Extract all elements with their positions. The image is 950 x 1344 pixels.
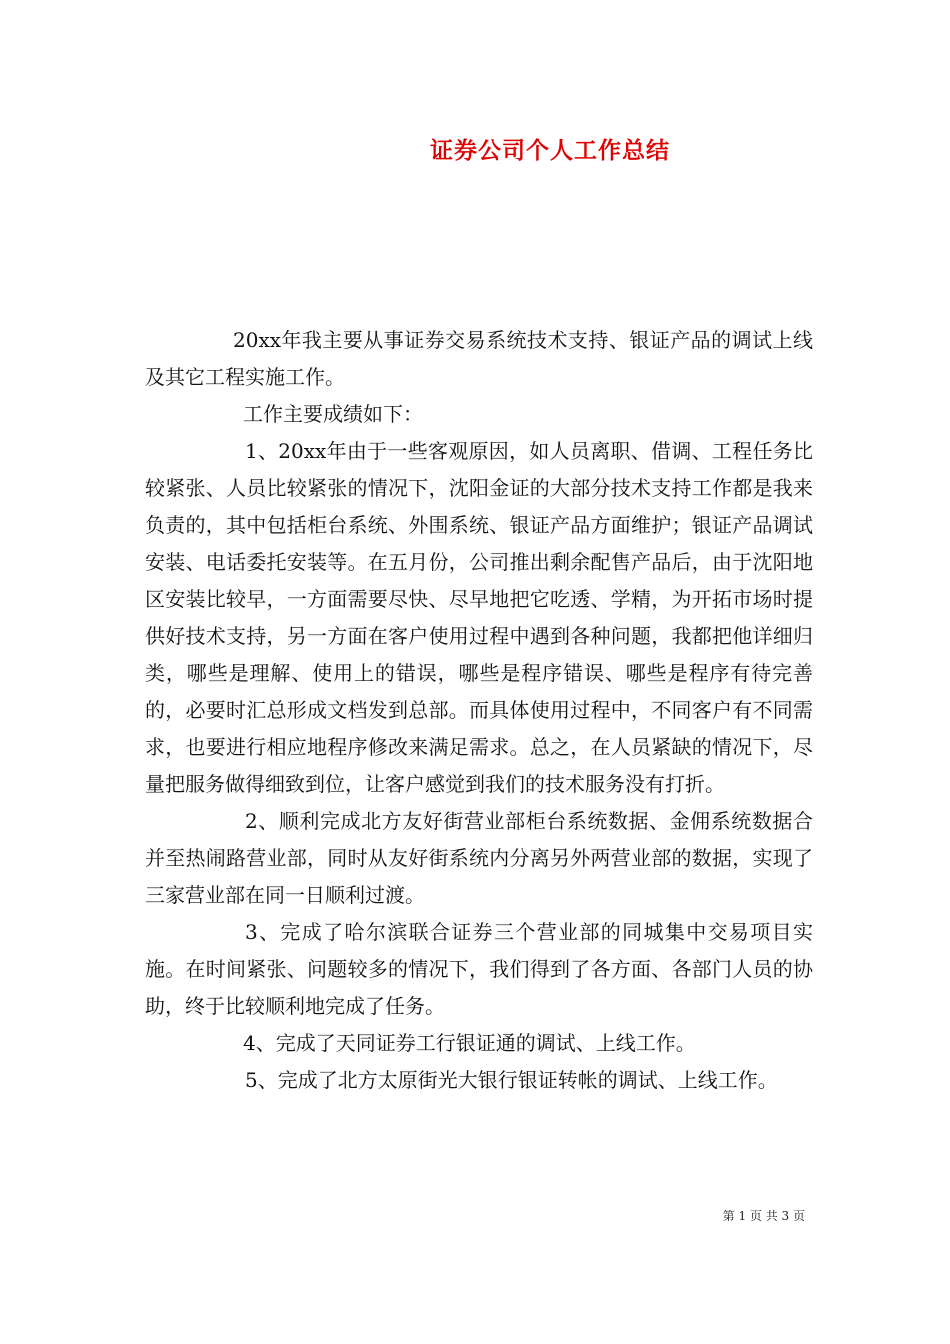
document-title: 证券公司个人工作总结: [430, 137, 670, 164]
paragraph-item-4: 4、完成了天同证券工行银证通的调试、上线工作。: [243, 1031, 696, 1055]
paragraph-item-2: 2、顺利完成北方友好街营业部柜台系统数据、金佣系统数据合并至热闹路营业部，同时从友好街系统内分离另外两营业部的数据，实现了三家营业部在同一日顺利过渡。: [145, 809, 813, 907]
paragraph-achievements-heading: 工作主要成绩如下：: [243, 402, 423, 426]
paragraph-item-5: 5、完成了北方太原街光大银行银证转帐的调试、上线工作。: [245, 1068, 778, 1092]
paragraph-item-3: 3、完成了哈尔滨联合证券三个营业部的同城集中交易项目实施。在时间紧张、问题较多的情况下，我们得到了各方面、各部门人员的协助，终于比较顺利地完成了任务。: [145, 920, 813, 1018]
document-body: [145, 322, 813, 1099]
paragraph-item-1: 1、20xx年由于一些客观原因，如人员离职、借调、工程任务比较紧张、人员比较紧张的情况下，沈阳金证的大部分技术支持工作都是我来负责的，其中包括柜台系统、外围系统、银证产品方面维护；银证产品调试安装、电话委托安装等。在五月份，公司推出剩余配售产品后，由于沈阳地区安装比较早，一方面需要尽快、尽早地把它吃透、学精，为开拓市场时提供好技术支持，另一方面在客户使用过程中遇到各种问题，我都把他详细归类，哪些是理解、使用上的错误，哪些是程序错误、哪些是程序有待完善的，必要时汇总形成文档发到总部。而具体使用过程中，不同客户有不同需求，也要进行相应地程序修改来满足需求。总之，在人员紧缺的情况下，尽量把服务做得细致到位，让客户感觉到我们的技术服务没有打折。: [145, 439, 813, 796]
paragraph-intro: 20xx年我主要从事证券交易系统技术支持、银证产品的调试上线及其它工程实施工作。: [145, 328, 813, 389]
page-number: 第 1 页 共 3 页: [722, 1209, 805, 1223]
